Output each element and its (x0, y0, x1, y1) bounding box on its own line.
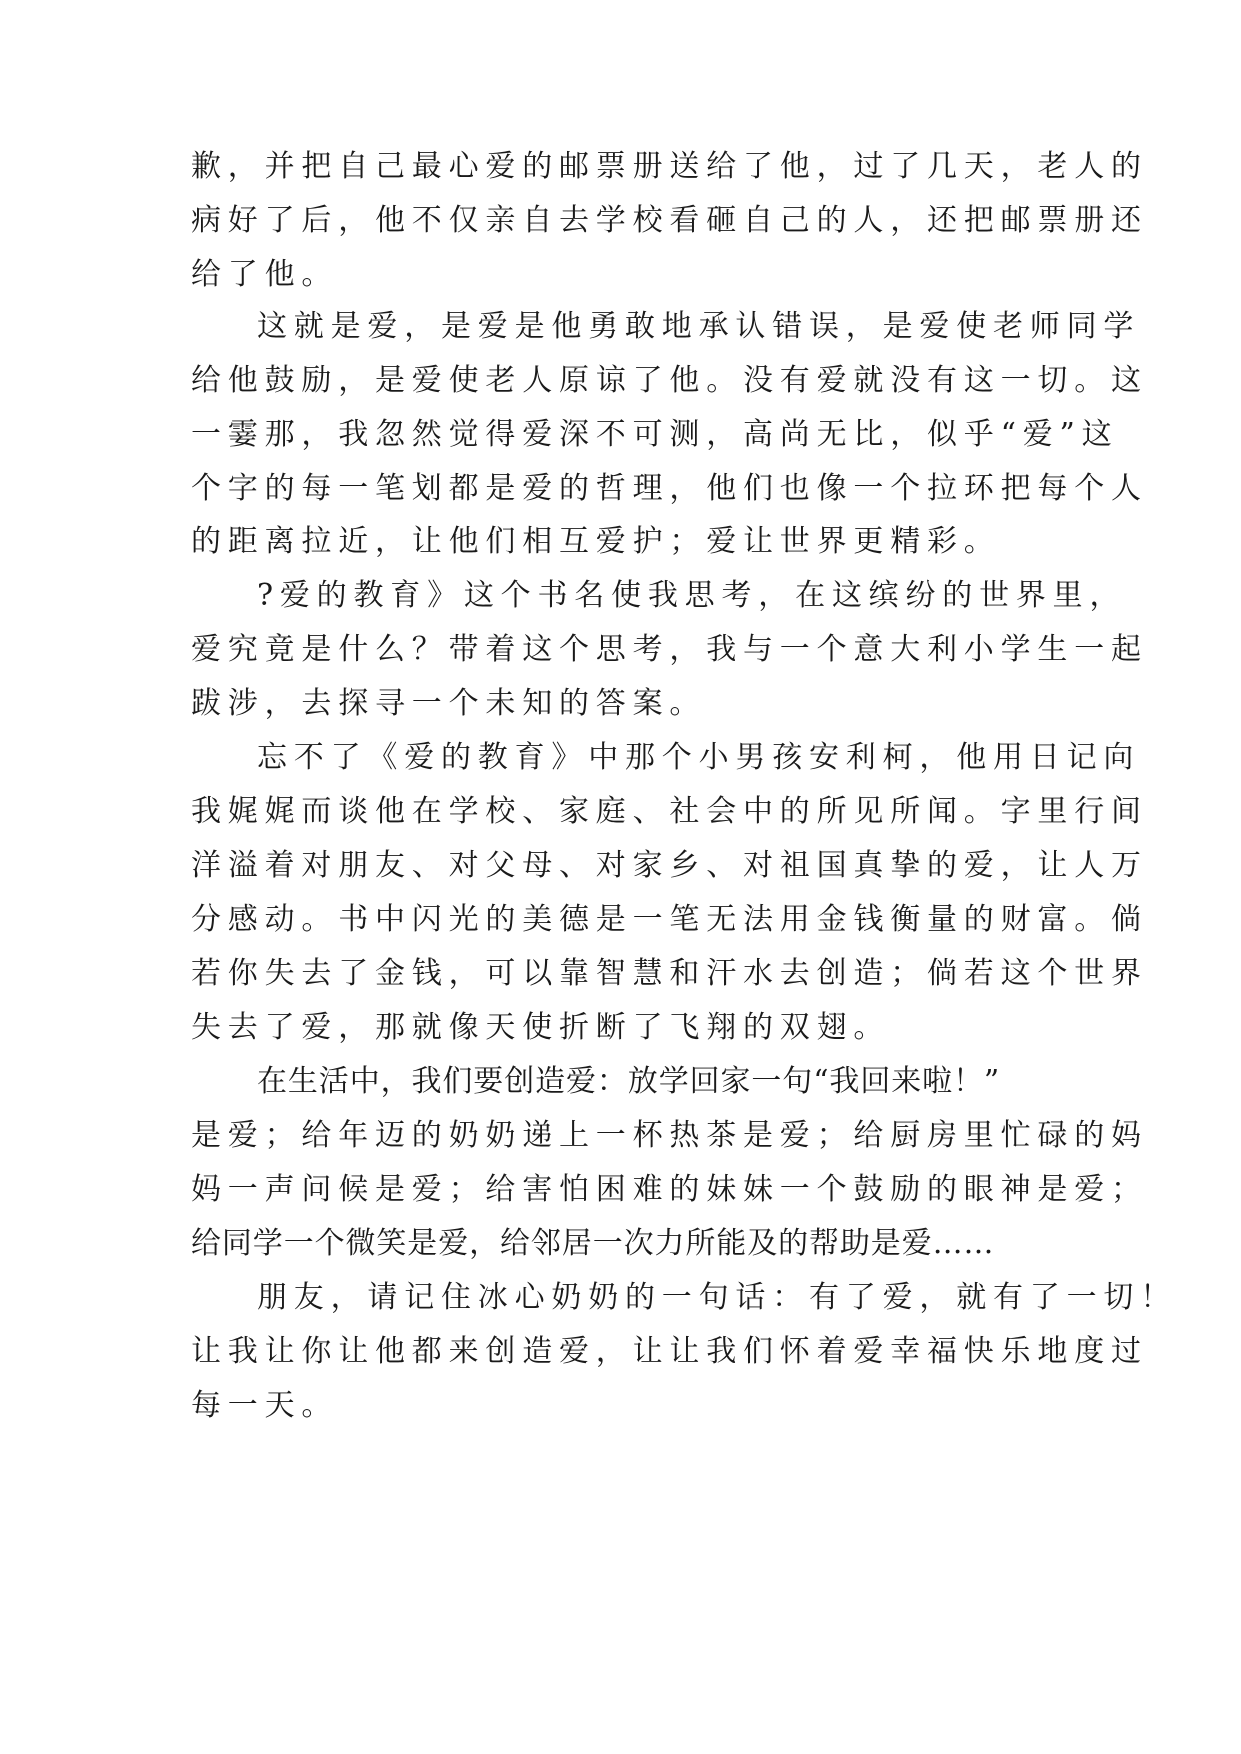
text-line: 分感动。书中闪光的美德是一笔无法用金钱衡量的财富。倘 (191, 902, 1148, 937)
text-line: 给同学一个微笑是爱，给邻居一次力所能及的帮助是爱…… (191, 1226, 995, 1261)
text-line: 跋涉，去探寻一个未知的答案。 (191, 686, 707, 721)
text-line: 每一天。 (191, 1388, 339, 1423)
text-line: 个字的每一笔划都是爱的哲理，他们也像一个拉环把每个人 (191, 471, 1148, 506)
paragraph-first-line: 这就是爱，是爱是他勇敢地承认错误，是爱使老师同学 (257, 309, 1141, 344)
text-line: 爱究竟是什么？带着这个思考，我与一个意大利小学生一起 (191, 632, 1148, 667)
text-line: 我娓娓而谈他在学校、家庭、社会中的所见所闻。字里行间 (191, 794, 1148, 829)
paragraph-first-line: ?爱的教育》这个书名使我思考，在这缤纷的世界里， (257, 578, 1127, 613)
paragraph-first-line: 在生活中，我们要创造爱：放学回家一句“我回来啦！” (257, 1064, 1001, 1099)
text-line: 若你失去了金钱，可以靠智慧和汗水去创造；倘若这个世界 (191, 956, 1148, 991)
text-line: 失去了爱，那就像天使折断了飞翔的双翅。 (191, 1010, 891, 1045)
text-line: 给了他。 (191, 257, 339, 292)
text-line: 洋溢着对朋友、对父母、对家乡、对祖国真挚的爱，让人万 (191, 848, 1148, 883)
paragraph-first-line: 忘不了《爱的教育》中那个小男孩安利柯，他用日记向 (257, 740, 1141, 775)
text-line: 是爱；给年迈的奶奶递上一杯热茶是爱；给厨房里忙碌的妈 (191, 1118, 1148, 1153)
text-line: 歉，并把自己最心爱的邮票册送给了他，过了几天，老人的 (191, 149, 1148, 184)
text-line: 一霎那，我忽然觉得爱深不可测，高尚无比，似乎“爱”这 (191, 417, 1119, 452)
text-line: 病好了后，他不仅亲自去学校看砸自己的人，还把邮票册还 (191, 203, 1148, 238)
text-line: 妈一声问候是爱；给害怕困难的妹妹一个鼓励的眼神是爱； (191, 1172, 1148, 1207)
text-line: 给他鼓励，是爱使老人原谅了他。没有爱就没有这一切。这 (191, 363, 1148, 398)
paragraph-first-line: 朋友，请记住冰心奶奶的一句话：有了爱，就有了一切！ (257, 1280, 1177, 1315)
text-line: 让我让你让他都来创造爱，让让我们怀着爱幸福快乐地度过 (191, 1334, 1148, 1369)
text-line: 的距离拉近，让他们相互爱护；爱让世界更精彩。 (191, 524, 1001, 559)
